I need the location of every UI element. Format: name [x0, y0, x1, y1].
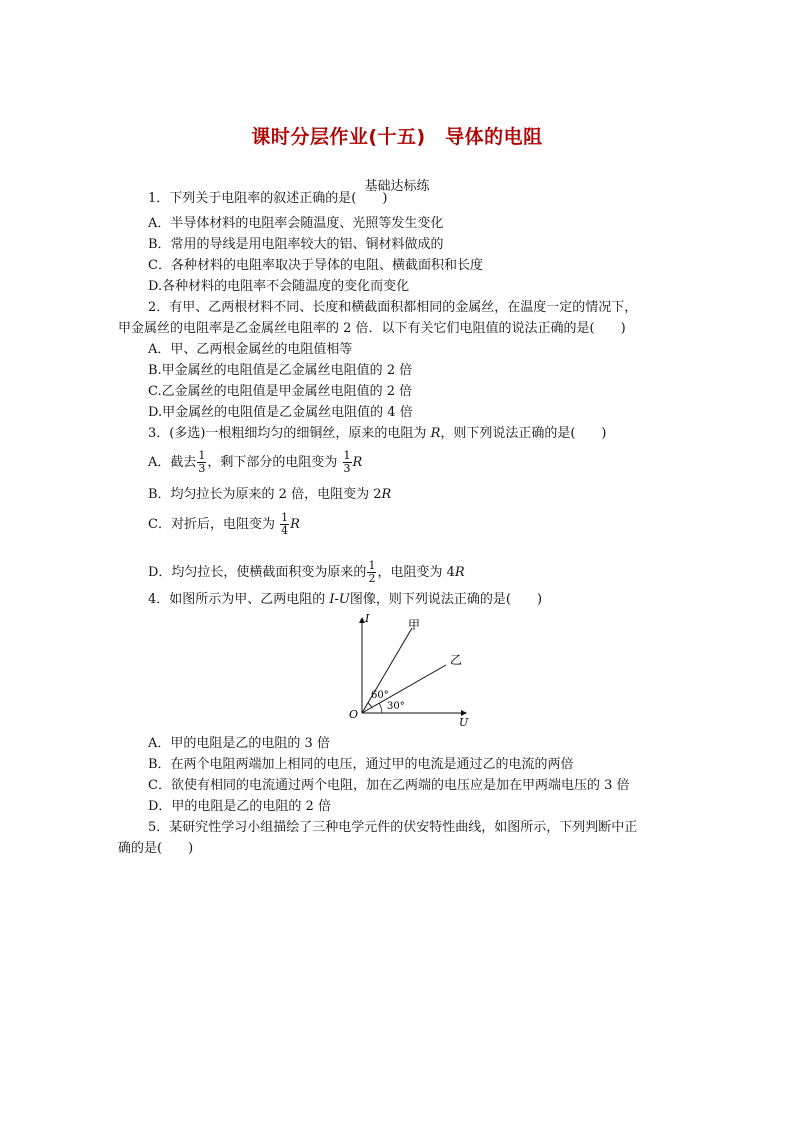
q2-option-a: A．甲、乙两根金属丝的电阻值相等: [148, 342, 353, 357]
q3-b-variable: R: [381, 487, 392, 502]
q2-option-b: B.甲金属丝的电阻值是乙金属丝电阻值的 2 倍: [148, 363, 413, 378]
q4-option-b: B．在两个电阻两端加上相同的电压，通过甲的电流是通过乙的电流的两倍: [148, 757, 574, 772]
q4-option-d: D．甲的电阻是乙的电阻的 2 倍: [148, 799, 331, 814]
q3-c-prefix: C．对折后，电阻变为: [148, 517, 280, 532]
angle-30-label: 30°: [387, 701, 405, 712]
q3-stem-variable: R: [430, 426, 441, 441]
q5-stem-line2: 确的是( ): [118, 841, 194, 856]
y-axis-label: I: [365, 612, 370, 625]
q3-stem: [148, 426, 607, 442]
q4-stem-prefix: 4．如图所示为甲、乙两电阻的: [148, 592, 330, 607]
q3-option-b: [148, 487, 391, 503]
line-jia-label: 甲: [408, 618, 421, 632]
q2-stem-line1: 2．有甲、乙两根材料不同、长度和横截面积都相同的金属丝，在温度一定的情况下，: [148, 300, 638, 315]
q3-option-a: [148, 450, 362, 475]
angle-60-label: 60°: [371, 690, 389, 701]
fraction-numerator: 1: [198, 449, 206, 462]
fraction-numerator: 1: [343, 449, 351, 462]
angle-arc-30: [379, 703, 382, 713]
q1-option-c: C．各种材料的电阻率取决于导体的电阻、横截面积和长度: [148, 258, 483, 273]
line-yi-label: 乙: [450, 653, 463, 667]
q1-option-d: D.各种材料的电阻率不会随温度的变化而变化: [148, 279, 410, 294]
fraction-denominator: 4: [281, 524, 289, 537]
origin-label: O: [349, 708, 359, 721]
q1-option-b: B．常用的导线是用电阻率较大的铝、铜材料做成的: [148, 237, 444, 252]
q2-option-c: C.乙金属丝的电阻值是甲金属丝电阻值的 2 倍: [148, 384, 413, 399]
q4-stem-suffix: 图像，则下列说法正确的是( ): [349, 592, 543, 607]
q3-c-variable: R: [290, 517, 300, 532]
iu-graph: [340, 612, 480, 730]
q2-option-d: D.甲金属丝的电阻值是乙金属丝电阻值的 4 倍: [148, 405, 413, 420]
iu-graph-svg: [340, 612, 480, 730]
fraction-denominator: 2: [368, 572, 376, 585]
q3-d-prefix: D．均匀拉长，使横截面积变为原来的: [148, 565, 367, 580]
q3-option-c: [148, 512, 300, 537]
angle-arc-60: [368, 703, 372, 708]
fraction-denominator: 3: [343, 462, 351, 475]
q4-stem-variable: I-U: [329, 592, 350, 607]
q3-b-prefix: B．均匀拉长为原来的 2 倍，电阻变为 2: [148, 487, 382, 502]
q3-d-fraction: [367, 560, 376, 585]
fraction-denominator: 3: [198, 462, 206, 475]
section-heading: 基础达标练: [364, 179, 430, 194]
q3-c-fraction: [280, 512, 289, 537]
x-axis-label: U: [459, 716, 469, 729]
q3-a-fraction-result: [343, 450, 352, 475]
q3-a-middle: ，剩下部分的电阻变为: [207, 455, 342, 470]
q3-a-fraction-cut: [197, 450, 206, 475]
q2-stem-line2: 甲金属丝的电阻率是乙金属丝电阻率的 2 倍．以下有关它们电阻值的说法正确的是( ): [118, 321, 626, 336]
q3-a-variable: R: [352, 455, 363, 470]
q4-stem: [148, 592, 542, 608]
q3-option-d: [148, 560, 465, 585]
q4-option-c: C．欲使有相同的电流通过两个电阻，加在乙两端的电压应是加在甲两端电压的 3 倍: [148, 778, 630, 793]
fraction-numerator: 1: [368, 559, 376, 572]
page-title: 课时分层作业(十五) 导体的电阻: [251, 126, 543, 148]
q1-option-a: A．半导体材料的电阻率会随温度、光照等发生变化: [148, 216, 444, 231]
fraction-numerator: 1: [281, 511, 289, 524]
q5-stem-line1: 5．某研究性学习小组描绘了三种电学元件的伏安特性曲线，如图所示，下列判断中正: [148, 820, 638, 835]
q3-d-suffix: ，电阻变为 4: [377, 565, 455, 580]
q3-stem-suffix: ，则下列说法正确的是( ): [440, 426, 607, 441]
q3-a-prefix: A．截去: [148, 455, 197, 470]
q3-stem-prefix: 3．(多选)一根粗细均匀的细铜丝，原来的电阻为: [148, 426, 431, 441]
q3-d-variable: R: [454, 565, 465, 580]
q4-option-a: A．甲的电阻是乙的电阻的 3 倍: [148, 736, 330, 751]
q1-stem: 1．下列关于电阻率的叙述正确的是( ): [148, 191, 388, 206]
